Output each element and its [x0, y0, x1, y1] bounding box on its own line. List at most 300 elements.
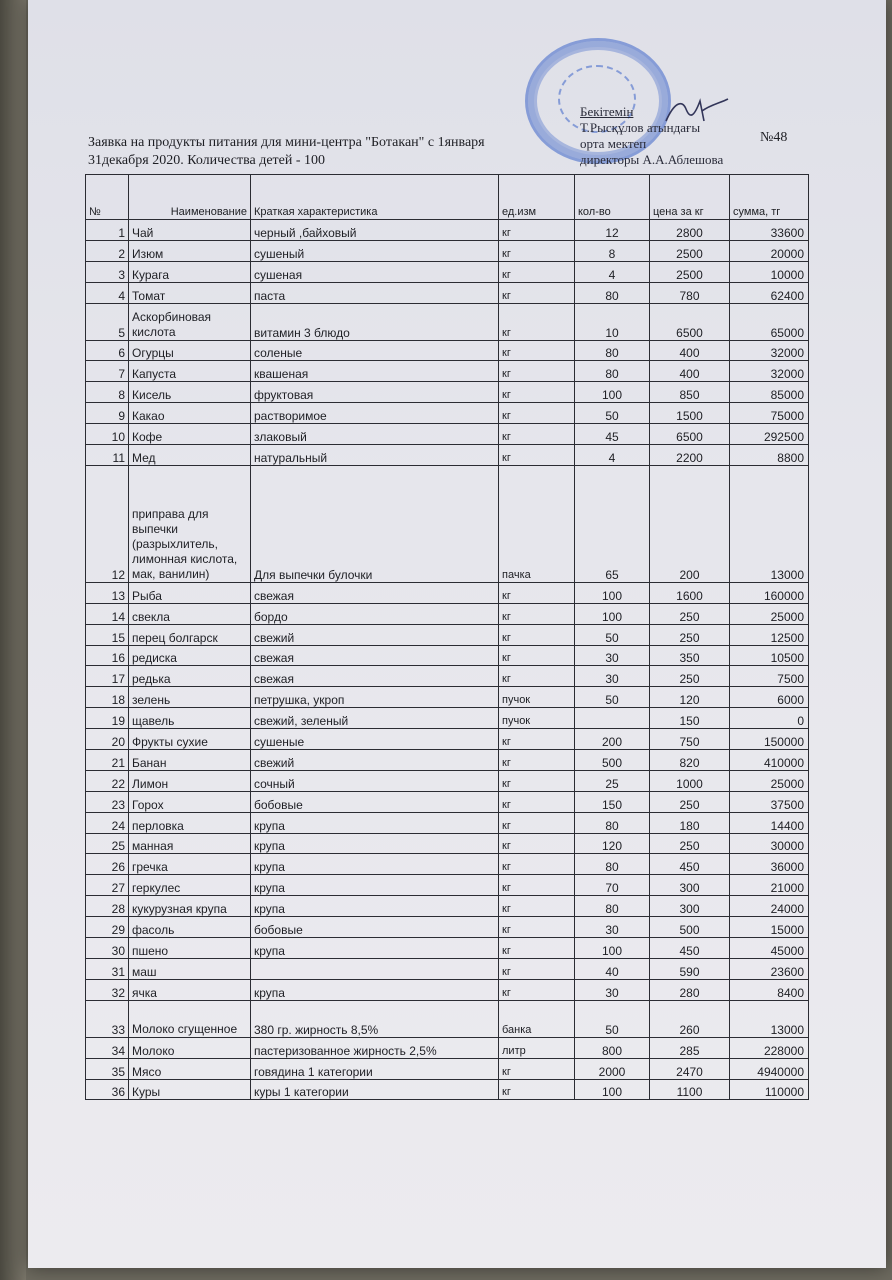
sum: 4940000 — [730, 1058, 809, 1079]
sum: 15000 — [730, 917, 809, 938]
quantity: 100 — [575, 603, 650, 624]
unit: кг — [499, 282, 575, 303]
price: 2800 — [650, 220, 730, 241]
unit: кг — [499, 220, 575, 241]
row-number: 30 — [86, 938, 129, 959]
table-row — [86, 729, 809, 750]
sum: 36000 — [730, 854, 809, 875]
table-row — [86, 833, 809, 854]
table-row — [86, 750, 809, 771]
price: 780 — [650, 282, 730, 303]
header-unit: ед.изм — [499, 175, 575, 220]
quantity: 8 — [575, 240, 650, 261]
approval-block — [580, 104, 723, 168]
row-number: 2 — [86, 240, 129, 261]
product-description — [251, 958, 499, 979]
quantity: 12 — [575, 220, 650, 241]
header-price: цена за кг — [650, 175, 730, 220]
unit: кг — [499, 875, 575, 896]
product-description: свежая — [251, 666, 499, 687]
row-number: 9 — [86, 403, 129, 424]
quantity: 30 — [575, 645, 650, 666]
sum: 13000 — [730, 1000, 809, 1037]
unit: кг — [499, 403, 575, 424]
unit: кг — [499, 854, 575, 875]
product-description: витамин 3 блюдо — [251, 303, 499, 340]
product-name: приправа для выпечки (разрыхлитель, лимонная кислота, мак, ванилин) — [129, 465, 251, 582]
price: 250 — [650, 603, 730, 624]
table-row — [86, 340, 809, 361]
product-description: паста — [251, 282, 499, 303]
product-description: соленые — [251, 340, 499, 361]
table-row — [86, 854, 809, 875]
product-name: Мясо — [129, 1058, 251, 1079]
product-description: крупа — [251, 812, 499, 833]
product-name: Фрукты сухие — [129, 729, 251, 750]
product-name: Кисель — [129, 382, 251, 403]
table-row — [86, 261, 809, 282]
products-table — [85, 174, 809, 1100]
price: 1000 — [650, 770, 730, 791]
product-description: фруктовая — [251, 382, 499, 403]
quantity: 100 — [575, 938, 650, 959]
price: 250 — [650, 833, 730, 854]
price: 850 — [650, 382, 730, 403]
price: 300 — [650, 896, 730, 917]
product-description: сочный — [251, 770, 499, 791]
unit: кг — [499, 382, 575, 403]
product-name: Томат — [129, 282, 251, 303]
table-body — [86, 220, 809, 1100]
unit: пучок — [499, 687, 575, 708]
product-name: Молоко — [129, 1037, 251, 1058]
table-row — [86, 282, 809, 303]
sum: 0 — [730, 708, 809, 729]
table-row — [86, 645, 809, 666]
sum: 33600 — [730, 220, 809, 241]
row-number: 16 — [86, 645, 129, 666]
price: 450 — [650, 938, 730, 959]
sum: 20000 — [730, 240, 809, 261]
row-number: 1 — [86, 220, 129, 241]
price: 590 — [650, 958, 730, 979]
sum: 21000 — [730, 875, 809, 896]
sum: 110000 — [730, 1079, 809, 1100]
unit: кг — [499, 361, 575, 382]
unit: кг — [499, 1058, 575, 1079]
row-number: 5 — [86, 303, 129, 340]
quantity: 120 — [575, 833, 650, 854]
sum: 292500 — [730, 424, 809, 445]
row-number: 27 — [86, 875, 129, 896]
quantity: 30 — [575, 666, 650, 687]
product-description: бобовые — [251, 791, 499, 812]
sum: 10500 — [730, 645, 809, 666]
sum: 30000 — [730, 833, 809, 854]
sum: 410000 — [730, 750, 809, 771]
product-description: свежая — [251, 645, 499, 666]
table-row — [86, 979, 809, 1000]
product-name: геркулес — [129, 875, 251, 896]
unit: кг — [499, 303, 575, 340]
quantity: 800 — [575, 1037, 650, 1058]
unit: пачка — [499, 465, 575, 582]
product-name: Рыба — [129, 582, 251, 603]
product-name: перец болгарск — [129, 624, 251, 645]
price: 2470 — [650, 1058, 730, 1079]
unit: кг — [499, 424, 575, 445]
table-row — [86, 303, 809, 340]
sum: 65000 — [730, 303, 809, 340]
row-number: 29 — [86, 917, 129, 938]
quantity: 40 — [575, 958, 650, 979]
sum: 25000 — [730, 603, 809, 624]
quantity: 80 — [575, 896, 650, 917]
sum: 160000 — [730, 582, 809, 603]
unit: банка — [499, 1000, 575, 1037]
row-number: 3 — [86, 261, 129, 282]
product-description: свежая — [251, 582, 499, 603]
unit: кг — [499, 1079, 575, 1100]
price: 2200 — [650, 445, 730, 466]
table-row — [86, 1000, 809, 1037]
unit: кг — [499, 958, 575, 979]
product-name: Куры — [129, 1079, 251, 1100]
row-number: 4 — [86, 282, 129, 303]
table-row — [86, 424, 809, 445]
product-name: кукурузная крупа — [129, 896, 251, 917]
price: 1100 — [650, 1079, 730, 1100]
sum: 75000 — [730, 403, 809, 424]
quantity: 45 — [575, 424, 650, 445]
table-row — [86, 708, 809, 729]
product-name: фасоль — [129, 917, 251, 938]
row-number: 25 — [86, 833, 129, 854]
unit: кг — [499, 624, 575, 645]
price: 1600 — [650, 582, 730, 603]
quantity: 2000 — [575, 1058, 650, 1079]
product-description: сушеная — [251, 261, 499, 282]
product-name: редиска — [129, 645, 251, 666]
quantity: 100 — [575, 382, 650, 403]
product-name: зелень — [129, 687, 251, 708]
sum: 85000 — [730, 382, 809, 403]
product-description: сушеные — [251, 729, 499, 750]
background-edge — [0, 0, 26, 1280]
unit: кг — [499, 729, 575, 750]
row-number: 35 — [86, 1058, 129, 1079]
quantity — [575, 708, 650, 729]
table-row — [86, 770, 809, 791]
product-name: ячка — [129, 979, 251, 1000]
price: 300 — [650, 875, 730, 896]
title-line: Заявка на продукты питания для мини-центра "Ботакан" с 1января — [88, 135, 485, 150]
sum: 32000 — [730, 361, 809, 382]
document-title — [88, 134, 485, 170]
quantity: 80 — [575, 282, 650, 303]
product-name: Изюм — [129, 240, 251, 261]
row-number: 26 — [86, 854, 129, 875]
table-row — [86, 382, 809, 403]
table-row — [86, 958, 809, 979]
table-row — [86, 220, 809, 241]
table-row — [86, 582, 809, 603]
product-name: маш — [129, 958, 251, 979]
table-row — [86, 403, 809, 424]
row-number: 24 — [86, 812, 129, 833]
product-description: крупа — [251, 854, 499, 875]
unit: кг — [499, 750, 575, 771]
quantity: 100 — [575, 582, 650, 603]
approval-line: орта мектеп — [580, 136, 647, 151]
sum: 14400 — [730, 812, 809, 833]
sum: 6000 — [730, 687, 809, 708]
price: 200 — [650, 465, 730, 582]
quantity: 30 — [575, 917, 650, 938]
quantity: 65 — [575, 465, 650, 582]
product-name: щавель — [129, 708, 251, 729]
row-number: 31 — [86, 958, 129, 979]
product-name: редька — [129, 666, 251, 687]
unit: кг — [499, 938, 575, 959]
header-num: № — [86, 175, 129, 220]
unit: кг — [499, 770, 575, 791]
product-description: злаковый — [251, 424, 499, 445]
quantity: 10 — [575, 303, 650, 340]
sum: 23600 — [730, 958, 809, 979]
row-number: 15 — [86, 624, 129, 645]
quantity: 25 — [575, 770, 650, 791]
unit: кг — [499, 812, 575, 833]
header-desc: Краткая характеристика — [251, 175, 499, 220]
table-row — [86, 917, 809, 938]
quantity: 150 — [575, 791, 650, 812]
sum: 228000 — [730, 1037, 809, 1058]
product-description: крупа — [251, 979, 499, 1000]
product-name: Молоко сгущенное — [129, 1000, 251, 1037]
table-row — [86, 1058, 809, 1079]
quantity: 70 — [575, 875, 650, 896]
sum: 13000 — [730, 465, 809, 582]
quantity: 80 — [575, 812, 650, 833]
table-row — [86, 666, 809, 687]
sum: 37500 — [730, 791, 809, 812]
price: 1500 — [650, 403, 730, 424]
table-row — [86, 896, 809, 917]
row-number: 32 — [86, 979, 129, 1000]
price: 250 — [650, 791, 730, 812]
table-row — [86, 791, 809, 812]
unit: кг — [499, 645, 575, 666]
product-description: свежий, зеленый — [251, 708, 499, 729]
quantity: 50 — [575, 403, 650, 424]
product-name: свекла — [129, 603, 251, 624]
product-name: Кофе — [129, 424, 251, 445]
price: 6500 — [650, 303, 730, 340]
price: 2500 — [650, 240, 730, 261]
product-name: Курага — [129, 261, 251, 282]
table-row — [86, 687, 809, 708]
unit: кг — [499, 340, 575, 361]
unit: кг — [499, 791, 575, 812]
sum: 24000 — [730, 896, 809, 917]
unit: кг — [499, 240, 575, 261]
quantity: 80 — [575, 854, 650, 875]
product-name: Аскорбиновая кислота — [129, 303, 251, 340]
row-number: 12 — [86, 465, 129, 582]
product-name: пшено — [129, 938, 251, 959]
product-description: крупа — [251, 896, 499, 917]
header-sum: сумма, тг — [730, 175, 809, 220]
unit: кг — [499, 445, 575, 466]
table-row — [86, 361, 809, 382]
table-row — [86, 875, 809, 896]
unit: кг — [499, 666, 575, 687]
price: 2500 — [650, 261, 730, 282]
row-number: 23 — [86, 791, 129, 812]
row-number: 22 — [86, 770, 129, 791]
unit: кг — [499, 896, 575, 917]
product-description: натуральный — [251, 445, 499, 466]
approval-line: Бекітемін — [580, 104, 634, 119]
unit: литр — [499, 1037, 575, 1058]
product-description: крупа — [251, 875, 499, 896]
product-name: перловка — [129, 812, 251, 833]
table-row — [86, 1037, 809, 1058]
sum: 8400 — [730, 979, 809, 1000]
price: 250 — [650, 666, 730, 687]
unit: кг — [499, 261, 575, 282]
quantity: 50 — [575, 624, 650, 645]
table-row — [86, 812, 809, 833]
quantity: 4 — [575, 445, 650, 466]
table-row — [86, 1079, 809, 1100]
product-name: Какао — [129, 403, 251, 424]
sum: 32000 — [730, 340, 809, 361]
product-description: свежий — [251, 750, 499, 771]
sum: 10000 — [730, 261, 809, 282]
product-name: Лимон — [129, 770, 251, 791]
row-number: 13 — [86, 582, 129, 603]
price: 120 — [650, 687, 730, 708]
sum: 25000 — [730, 770, 809, 791]
row-number: 6 — [86, 340, 129, 361]
table-header-row — [86, 175, 809, 220]
product-description: крупа — [251, 938, 499, 959]
product-description: говядина 1 категории — [251, 1058, 499, 1079]
row-number: 34 — [86, 1037, 129, 1058]
sum: 12500 — [730, 624, 809, 645]
product-description: свежий — [251, 624, 499, 645]
price: 280 — [650, 979, 730, 1000]
quantity: 80 — [575, 361, 650, 382]
row-number: 10 — [86, 424, 129, 445]
sum: 7500 — [730, 666, 809, 687]
product-description: квашеная — [251, 361, 499, 382]
unit: кг — [499, 582, 575, 603]
price: 6500 — [650, 424, 730, 445]
sum: 45000 — [730, 938, 809, 959]
row-number: 18 — [86, 687, 129, 708]
product-name: Мед — [129, 445, 251, 466]
approval-line: директоры А.А.Аблешова — [580, 152, 724, 167]
product-description: куры 1 категории — [251, 1079, 499, 1100]
product-description: сушеный — [251, 240, 499, 261]
document-number: №48 — [760, 130, 788, 145]
row-number: 28 — [86, 896, 129, 917]
table-row — [86, 624, 809, 645]
table-row — [86, 465, 809, 582]
header-qty: кол-во — [575, 175, 650, 220]
product-description: петрушка, укроп — [251, 687, 499, 708]
product-description: Для выпечки булочки — [251, 465, 499, 582]
quantity: 80 — [575, 340, 650, 361]
table-row — [86, 445, 809, 466]
row-number: 19 — [86, 708, 129, 729]
row-number: 7 — [86, 361, 129, 382]
product-description: бордо — [251, 603, 499, 624]
price: 400 — [650, 340, 730, 361]
price: 350 — [650, 645, 730, 666]
price: 450 — [650, 854, 730, 875]
unit: кг — [499, 979, 575, 1000]
sum: 150000 — [730, 729, 809, 750]
product-name: Банан — [129, 750, 251, 771]
product-name: манная — [129, 833, 251, 854]
sum: 8800 — [730, 445, 809, 466]
price: 500 — [650, 917, 730, 938]
row-number: 20 — [86, 729, 129, 750]
sum: 62400 — [730, 282, 809, 303]
product-name: Горох — [129, 791, 251, 812]
quantity: 50 — [575, 687, 650, 708]
price: 150 — [650, 708, 730, 729]
price: 285 — [650, 1037, 730, 1058]
unit: кг — [499, 603, 575, 624]
unit: пучок — [499, 708, 575, 729]
product-description: пастеризованное жирность 2,5% — [251, 1037, 499, 1058]
header-name: Наименование — [129, 175, 251, 220]
product-name: Огурцы — [129, 340, 251, 361]
row-number: 36 — [86, 1079, 129, 1100]
price: 250 — [650, 624, 730, 645]
table-row — [86, 938, 809, 959]
title-line: 31декабря 2020. Количества детей - 100 — [88, 153, 326, 168]
row-number: 33 — [86, 1000, 129, 1037]
price: 750 — [650, 729, 730, 750]
unit: кг — [499, 917, 575, 938]
product-name: гречка — [129, 854, 251, 875]
table-row — [86, 240, 809, 261]
product-description: 380 гр. жирность 8,5% — [251, 1000, 499, 1037]
product-name: Чай — [129, 220, 251, 241]
table-row — [86, 603, 809, 624]
price: 820 — [650, 750, 730, 771]
approval-line: Т.Рысқұлов атындағы — [580, 120, 701, 135]
quantity: 100 — [575, 1079, 650, 1100]
price: 180 — [650, 812, 730, 833]
row-number: 21 — [86, 750, 129, 771]
product-description: крупа — [251, 833, 499, 854]
product-name: Капуста — [129, 361, 251, 382]
product-description: бобовые — [251, 917, 499, 938]
quantity: 30 — [575, 979, 650, 1000]
quantity: 50 — [575, 1000, 650, 1037]
row-number: 8 — [86, 382, 129, 403]
price: 260 — [650, 1000, 730, 1037]
product-description: растворимое — [251, 403, 499, 424]
row-number: 11 — [86, 445, 129, 466]
